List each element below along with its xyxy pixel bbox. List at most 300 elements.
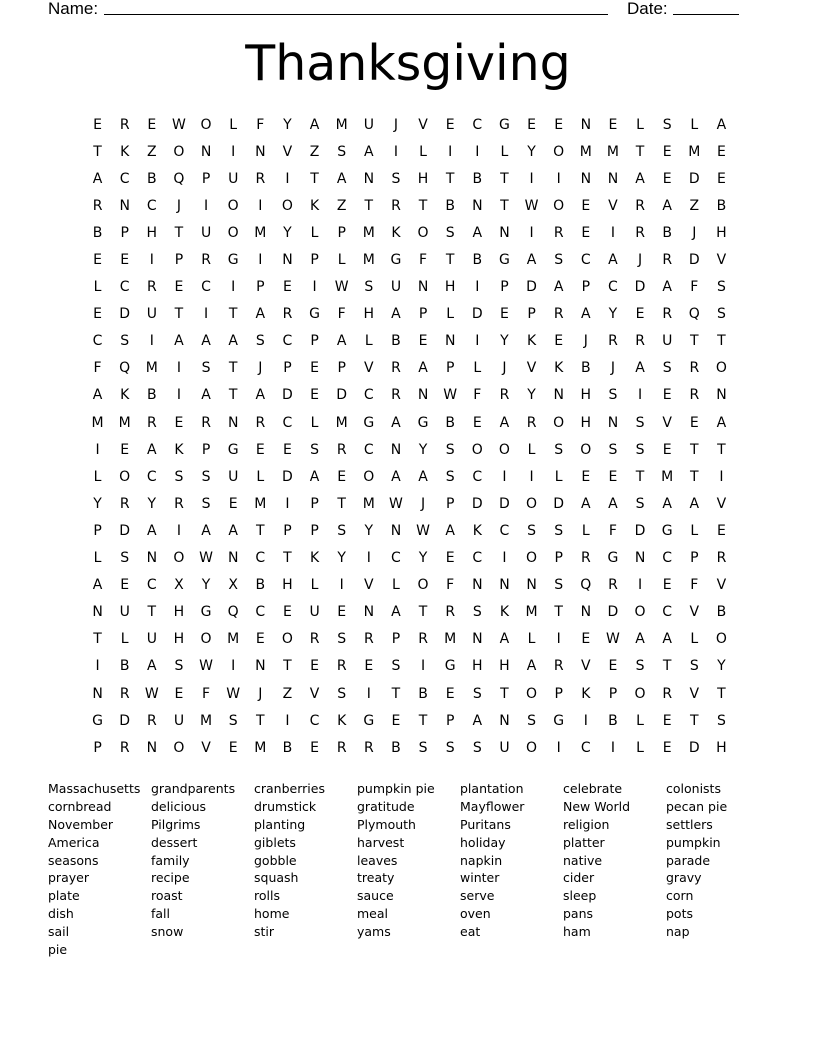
grid-letter[interactable]: I — [149, 252, 154, 269]
grid-letter[interactable]: Z — [336, 197, 347, 214]
grid-letter[interactable]: V — [282, 143, 293, 160]
grid-letter[interactable]: N — [580, 604, 592, 621]
grid-letter[interactable]: S — [472, 685, 482, 702]
grid-letter[interactable]: Q — [688, 306, 700, 323]
grid-letter[interactable]: T — [690, 468, 699, 485]
grid-letter[interactable]: B — [119, 658, 130, 675]
grid-letter[interactable]: H — [363, 306, 375, 323]
grid-letter[interactable]: A — [309, 116, 320, 133]
grid-letter[interactable]: A — [716, 414, 727, 431]
grid-letter[interactable]: D — [634, 279, 646, 296]
grid-letter[interactable]: G — [227, 441, 239, 458]
grid-letter[interactable]: E — [283, 604, 292, 621]
grid-letter[interactable]: I — [176, 387, 181, 404]
grid-letter[interactable]: G — [200, 604, 212, 621]
grid-letter[interactable]: N — [417, 279, 429, 296]
grid-letter[interactable]: A — [499, 414, 510, 431]
grid-letter[interactable]: E — [472, 414, 482, 431]
grid-letter[interactable]: T — [690, 712, 699, 729]
grid-letter[interactable]: O — [553, 143, 565, 160]
grid-letter[interactable]: M — [606, 143, 619, 160]
grid-letter[interactable]: A — [418, 468, 428, 485]
grid-letter[interactable]: R — [580, 550, 591, 567]
grid-letter[interactable]: F — [690, 279, 699, 296]
grid-letter[interactable]: S — [364, 279, 374, 296]
grid-letter[interactable]: S — [527, 522, 536, 539]
grid-letter[interactable]: L — [419, 143, 427, 160]
grid-letter[interactable]: A — [255, 387, 266, 404]
grid-letter[interactable]: E — [120, 252, 130, 269]
grid-letter[interactable]: W — [416, 522, 430, 539]
grid-letter[interactable]: I — [475, 333, 480, 350]
grid-letter[interactable]: F — [690, 577, 699, 594]
grid-letter[interactable]: R — [309, 631, 320, 648]
grid-letter[interactable]: Z — [689, 197, 700, 214]
grid-letter[interactable]: T — [310, 170, 319, 187]
grid-letter[interactable]: J — [420, 495, 426, 512]
grid-letter[interactable]: O — [227, 197, 239, 214]
grid-letter[interactable]: U — [146, 306, 157, 323]
grid-letter[interactable]: D — [607, 604, 619, 621]
grid-letter[interactable]: N — [282, 252, 293, 269]
grid-letter[interactable]: H — [173, 631, 185, 648]
grid-letter[interactable]: R — [174, 495, 184, 512]
grid-letter[interactable]: N — [363, 604, 375, 621]
grid-letter[interactable]: T — [93, 143, 102, 160]
grid-letter[interactable]: R — [662, 306, 673, 323]
grid-letter[interactable]: F — [473, 387, 482, 404]
grid-letter[interactable]: I — [719, 468, 724, 485]
grid-letter[interactable]: F — [256, 116, 265, 133]
grid-letter[interactable]: V — [716, 495, 727, 512]
grid-letter[interactable]: S — [689, 658, 699, 675]
grid-letter[interactable]: R — [146, 414, 157, 431]
grid-letter[interactable]: K — [309, 197, 320, 214]
grid-letter[interactable]: P — [283, 360, 292, 377]
grid-letter[interactable]: S — [445, 739, 455, 756]
grid-letter[interactable]: P — [337, 224, 346, 241]
grid-letter[interactable]: E — [310, 658, 319, 675]
grid-letter[interactable]: M — [227, 631, 240, 648]
grid-letter[interactable]: P — [201, 170, 211, 187]
grid-letter[interactable]: E — [147, 116, 157, 133]
grid-letter[interactable]: N — [92, 685, 103, 702]
grid-letter[interactable]: O — [227, 224, 239, 241]
grid-letter[interactable]: E — [581, 468, 591, 485]
grid-letter[interactable]: O — [173, 143, 185, 160]
grid-letter[interactable]: E — [554, 116, 564, 133]
grid-letter[interactable]: P — [445, 712, 455, 729]
grid-letter[interactable]: U — [363, 116, 374, 133]
grid-letter[interactable]: W — [606, 631, 620, 648]
grid-letter[interactable]: P — [93, 739, 102, 756]
grid-letter[interactable]: A — [418, 360, 428, 377]
grid-letter[interactable]: U — [146, 631, 157, 648]
grid-letter[interactable]: M — [525, 604, 538, 621]
grid-letter[interactable]: Y — [500, 333, 509, 350]
grid-letter[interactable]: A — [92, 170, 103, 187]
grid-letter[interactable]: R — [391, 387, 401, 404]
grid-letter[interactable]: P — [554, 685, 563, 702]
grid-letter[interactable]: A — [228, 522, 238, 539]
grid-letter[interactable]: L — [527, 631, 536, 648]
grid-letter[interactable]: R — [282, 306, 293, 323]
grid-letter[interactable]: N — [227, 414, 239, 431]
grid-letter[interactable]: A — [147, 522, 157, 539]
grid-letter[interactable]: G — [499, 116, 510, 133]
grid-letter[interactable]: H — [472, 658, 483, 675]
grid-letter[interactable]: S — [554, 441, 564, 458]
grid-letter[interactable]: G — [661, 522, 673, 539]
grid-letter[interactable]: E — [500, 306, 509, 323]
grid-letter[interactable]: F — [337, 306, 346, 323]
grid-letter[interactable]: T — [147, 604, 157, 621]
grid-letter[interactable]: I — [502, 468, 507, 485]
grid-letter[interactable]: V — [309, 685, 320, 702]
grid-letter[interactable]: S — [554, 577, 564, 594]
grid-letter[interactable]: A — [716, 116, 727, 133]
grid-letter[interactable]: I — [610, 224, 615, 241]
grid-letter[interactable]: P — [337, 360, 346, 377]
grid-letter[interactable]: T — [228, 306, 238, 323]
grid-letter[interactable]: L — [473, 360, 482, 377]
grid-letter[interactable]: I — [529, 468, 534, 485]
grid-letter[interactable]: P — [445, 360, 455, 377]
grid-letter[interactable]: N — [227, 550, 239, 567]
grid-letter[interactable]: E — [174, 685, 184, 702]
grid-letter[interactable]: L — [364, 333, 373, 350]
grid-letter[interactable]: A — [472, 224, 483, 241]
grid-letter[interactable]: N — [499, 712, 510, 729]
grid-letter[interactable]: W — [226, 685, 241, 702]
grid-letter[interactable]: A — [391, 468, 401, 485]
grid-letter[interactable]: T — [662, 658, 672, 675]
grid-letter[interactable]: E — [120, 577, 130, 594]
grid-letter[interactable]: P — [93, 522, 102, 539]
grid-letter[interactable]: S — [310, 441, 319, 458]
grid-letter[interactable]: Q — [580, 577, 592, 594]
grid-letter[interactable]: W — [199, 658, 213, 675]
grid-letter[interactable]: S — [391, 658, 401, 675]
grid-letter[interactable]: R — [146, 712, 157, 729]
grid-letter[interactable]: C — [255, 550, 266, 567]
grid-letter[interactable]: P — [418, 306, 428, 323]
grid-letter[interactable]: E — [120, 441, 130, 458]
grid-letter[interactable]: E — [662, 170, 672, 187]
grid-letter[interactable]: E — [391, 712, 401, 729]
grid-letter[interactable]: J — [610, 360, 615, 377]
grid-letter[interactable]: I — [339, 577, 344, 594]
grid-letter[interactable]: S — [391, 170, 401, 187]
grid-letter[interactable]: T — [418, 197, 428, 214]
grid-letter[interactable]: E — [717, 170, 726, 187]
grid-letter[interactable]: S — [174, 468, 184, 485]
grid-letter[interactable]: B — [608, 712, 618, 729]
grid-letter[interactable]: E — [581, 197, 591, 214]
grid-letter[interactable]: R — [553, 306, 564, 323]
grid-letter[interactable]: B — [391, 739, 401, 756]
grid-letter[interactable]: L — [636, 116, 644, 133]
grid-letter[interactable]: T — [174, 224, 184, 241]
grid-letter[interactable]: B — [282, 739, 293, 756]
grid-letter[interactable]: N — [553, 387, 564, 404]
grid-letter[interactable]: E — [635, 306, 645, 323]
grid-letter[interactable]: I — [203, 306, 209, 323]
grid-letter[interactable]: T — [228, 387, 238, 404]
grid-letter[interactable]: O — [417, 224, 429, 241]
grid-letter[interactable]: M — [661, 468, 674, 485]
grid-letter[interactable]: S — [662, 360, 672, 377]
grid-letter[interactable]: J — [393, 116, 398, 133]
grid-letter[interactable]: E — [581, 631, 591, 648]
grid-letter[interactable]: K — [499, 604, 510, 621]
grid-letter[interactable]: E — [608, 468, 618, 485]
grid-letter[interactable]: F — [446, 577, 455, 594]
grid-letter[interactable]: K — [309, 550, 320, 567]
grid-letter[interactable]: Y — [201, 577, 211, 594]
grid-letter[interactable]: M — [254, 739, 267, 756]
grid-letter[interactable]: W — [524, 197, 539, 214]
grid-letter[interactable]: S — [716, 306, 726, 323]
grid-letter[interactable]: F — [608, 522, 617, 539]
grid-letter[interactable]: O — [715, 631, 727, 648]
grid-letter[interactable]: O — [634, 604, 646, 621]
grid-letter[interactable]: D — [336, 387, 348, 404]
grid-letter[interactable]: N — [716, 387, 727, 404]
grid-letter[interactable]: U — [200, 224, 212, 241]
grid-letter[interactable]: E — [662, 387, 672, 404]
grid-letter[interactable]: G — [390, 252, 402, 269]
grid-letter[interactable]: A — [689, 495, 700, 512]
grid-letter[interactable]: G — [417, 414, 429, 431]
grid-letter[interactable]: G — [363, 414, 375, 431]
grid-letter[interactable]: G — [309, 306, 320, 323]
grid-letter[interactable]: D — [282, 387, 293, 404]
grid-letter[interactable]: S — [445, 468, 455, 485]
grid-letter[interactable]: E — [174, 414, 184, 431]
grid-letter[interactable]: B — [472, 170, 483, 187]
grid-letter[interactable]: A — [608, 252, 618, 269]
grid-letter[interactable]: A — [201, 333, 211, 350]
grid-letter[interactable]: T — [174, 306, 184, 323]
grid-letter[interactable]: I — [312, 279, 317, 296]
grid-letter[interactable]: O — [634, 685, 646, 702]
grid-letter[interactable]: I — [529, 170, 534, 187]
name-blank-line[interactable] — [104, 14, 608, 15]
grid-letter[interactable]: R — [255, 170, 266, 187]
grid-letter[interactable]: E — [717, 143, 726, 160]
grid-letter[interactable]: E — [310, 739, 319, 756]
grid-letter[interactable]: U — [119, 604, 130, 621]
grid-letter[interactable]: N — [146, 550, 158, 567]
grid-letter[interactable]: M — [335, 116, 348, 133]
grid-letter[interactable]: O — [526, 685, 538, 702]
grid-letter[interactable]: S — [608, 387, 618, 404]
grid-letter[interactable]: A — [662, 495, 672, 512]
grid-letter[interactable]: T — [256, 712, 265, 729]
grid-letter[interactable]: M — [254, 224, 267, 241]
grid-letter[interactable]: I — [637, 577, 643, 594]
grid-letter[interactable]: T — [717, 441, 726, 458]
grid-letter[interactable]: W — [199, 550, 213, 567]
grid-letter[interactable]: S — [472, 739, 482, 756]
grid-letter[interactable]: A — [364, 143, 374, 160]
grid-letter[interactable]: B — [391, 333, 401, 350]
grid-letter[interactable]: C — [363, 441, 374, 458]
grid-letter[interactable]: J — [583, 333, 588, 350]
grid-letter[interactable]: E — [228, 495, 238, 512]
grid-letter[interactable]: A — [92, 387, 103, 404]
grid-letter[interactable]: I — [176, 522, 181, 539]
grid-letter[interactable]: C — [499, 522, 510, 539]
grid-letter[interactable]: O — [281, 197, 293, 214]
grid-letter[interactable]: R — [635, 333, 645, 350]
grid-letter[interactable]: E — [255, 441, 265, 458]
grid-letter[interactable]: T — [635, 143, 645, 160]
grid-letter[interactable]: A — [201, 522, 211, 539]
grid-letter[interactable]: I — [231, 279, 236, 296]
grid-letter[interactable]: A — [147, 441, 157, 458]
grid-letter[interactable]: J — [637, 252, 643, 269]
grid-letter[interactable]: B — [662, 224, 672, 241]
grid-letter[interactable]: U — [499, 739, 510, 756]
grid-letter[interactable]: S — [662, 116, 672, 133]
grid-letter[interactable]: H — [282, 577, 293, 594]
grid-letter[interactable]: N — [390, 441, 402, 458]
grid-letter[interactable]: T — [337, 495, 346, 512]
grid-letter[interactable]: B — [472, 252, 483, 269]
grid-letter[interactable]: O — [526, 739, 538, 756]
grid-letter[interactable]: L — [310, 414, 319, 431]
grid-letter[interactable]: A — [472, 712, 483, 729]
grid-letter[interactable]: H — [716, 224, 727, 241]
grid-letter[interactable]: R — [418, 631, 428, 648]
grid-letter[interactable]: E — [662, 441, 672, 458]
grid-letter[interactable]: O — [200, 631, 212, 648]
grid-letter[interactable]: P — [690, 550, 699, 567]
grid-letter[interactable]: K — [581, 685, 591, 702]
grid-letter[interactable]: K — [391, 224, 401, 241]
grid-letter[interactable]: S — [635, 495, 645, 512]
grid-letter[interactable]: A — [553, 279, 564, 296]
grid-letter[interactable]: A — [662, 279, 672, 296]
grid-letter[interactable]: R — [363, 739, 374, 756]
grid-letter[interactable]: O — [363, 468, 375, 485]
grid-letter[interactable]: C — [363, 387, 374, 404]
grid-letter[interactable]: R — [363, 631, 374, 648]
grid-letter[interactable]: P — [500, 279, 509, 296]
grid-letter[interactable]: A — [309, 468, 320, 485]
grid-letter[interactable]: T — [256, 522, 265, 539]
grid-letter[interactable]: H — [444, 279, 456, 296]
grid-letter[interactable]: A — [391, 414, 401, 431]
grid-letter[interactable]: D — [119, 712, 131, 729]
grid-letter[interactable]: S — [201, 495, 211, 512]
grid-letter[interactable]: P — [283, 522, 292, 539]
grid-letter[interactable]: L — [337, 252, 346, 269]
grid-letter[interactable]: K — [120, 143, 130, 160]
grid-letter[interactable]: N — [472, 197, 483, 214]
grid-letter[interactable]: I — [95, 441, 100, 458]
grid-letter[interactable]: E — [93, 306, 102, 323]
grid-letter[interactable]: M — [688, 143, 701, 160]
grid-letter[interactable]: A — [662, 197, 672, 214]
grid-letter[interactable]: C — [391, 550, 401, 567]
grid-letter[interactable]: L — [256, 468, 265, 485]
grid-letter[interactable]: E — [554, 333, 564, 350]
grid-letter[interactable]: L — [690, 522, 699, 539]
grid-letter[interactable]: N — [526, 577, 537, 594]
grid-letter[interactable]: G — [444, 658, 456, 675]
grid-letter[interactable]: S — [635, 658, 645, 675]
grid-letter[interactable]: A — [581, 306, 591, 323]
grid-letter[interactable]: B — [716, 604, 727, 621]
grid-letter[interactable]: R — [391, 197, 401, 214]
grid-letter[interactable]: E — [662, 712, 672, 729]
grid-letter[interactable]: I — [258, 197, 263, 214]
grid-letter[interactable]: N — [92, 604, 103, 621]
grid-letter[interactable]: B — [581, 360, 591, 377]
grid-letter[interactable]: C — [282, 414, 293, 431]
grid-letter[interactable]: R — [336, 739, 347, 756]
grid-letter[interactable]: O — [526, 495, 538, 512]
grid-letter[interactable]: U — [662, 333, 673, 350]
grid-letter[interactable]: E — [581, 224, 591, 241]
grid-letter[interactable]: J — [502, 360, 507, 377]
grid-letter[interactable]: L — [93, 279, 102, 296]
grid-letter[interactable]: M — [118, 414, 131, 431]
grid-letter[interactable]: S — [120, 333, 130, 350]
grid-letter[interactable]: L — [310, 577, 319, 594]
grid-letter[interactable]: L — [392, 577, 400, 594]
grid-letter[interactable]: O — [417, 577, 429, 594]
grid-letter[interactable]: I — [475, 143, 480, 160]
grid-letter[interactable]: S — [337, 631, 347, 648]
grid-letter[interactable]: D — [688, 252, 700, 269]
grid-letter[interactable]: B — [716, 197, 727, 214]
grid-letter[interactable]: I — [285, 712, 290, 729]
grid-letter[interactable]: N — [580, 116, 592, 133]
grid-letter[interactable]: Y — [283, 116, 292, 133]
grid-letter[interactable]: I — [420, 658, 426, 675]
grid-letter[interactable]: R — [92, 197, 103, 214]
grid-letter[interactable]: S — [635, 414, 645, 431]
grid-letter[interactable]: O — [200, 116, 212, 133]
grid-letter[interactable]: E — [174, 279, 184, 296]
grid-letter[interactable]: S — [445, 441, 455, 458]
grid-letter[interactable]: W — [389, 495, 403, 512]
grid-letter[interactable]: I — [231, 143, 236, 160]
grid-letter[interactable]: R — [499, 387, 510, 404]
grid-letter[interactable]: D — [499, 495, 510, 512]
grid-letter[interactable]: C — [472, 468, 483, 485]
grid-letter[interactable]: C — [580, 252, 591, 269]
grid-letter[interactable]: V — [418, 116, 428, 133]
grid-letter[interactable]: O — [119, 468, 131, 485]
grid-letter[interactable]: H — [580, 387, 592, 404]
grid-letter[interactable]: I — [149, 333, 154, 350]
grid-letter[interactable]: C — [472, 116, 483, 133]
grid-letter[interactable]: D — [119, 522, 131, 539]
date-blank-line[interactable] — [673, 14, 739, 15]
grid-letter[interactable]: K — [554, 360, 564, 377]
grid-letter[interactable]: R — [201, 414, 211, 431]
grid-letter[interactable]: S — [228, 712, 238, 729]
grid-letter[interactable]: W — [172, 116, 186, 133]
grid-letter[interactable]: M — [200, 712, 213, 729]
grid-letter[interactable]: V — [364, 360, 374, 377]
grid-letter[interactable]: E — [689, 414, 699, 431]
